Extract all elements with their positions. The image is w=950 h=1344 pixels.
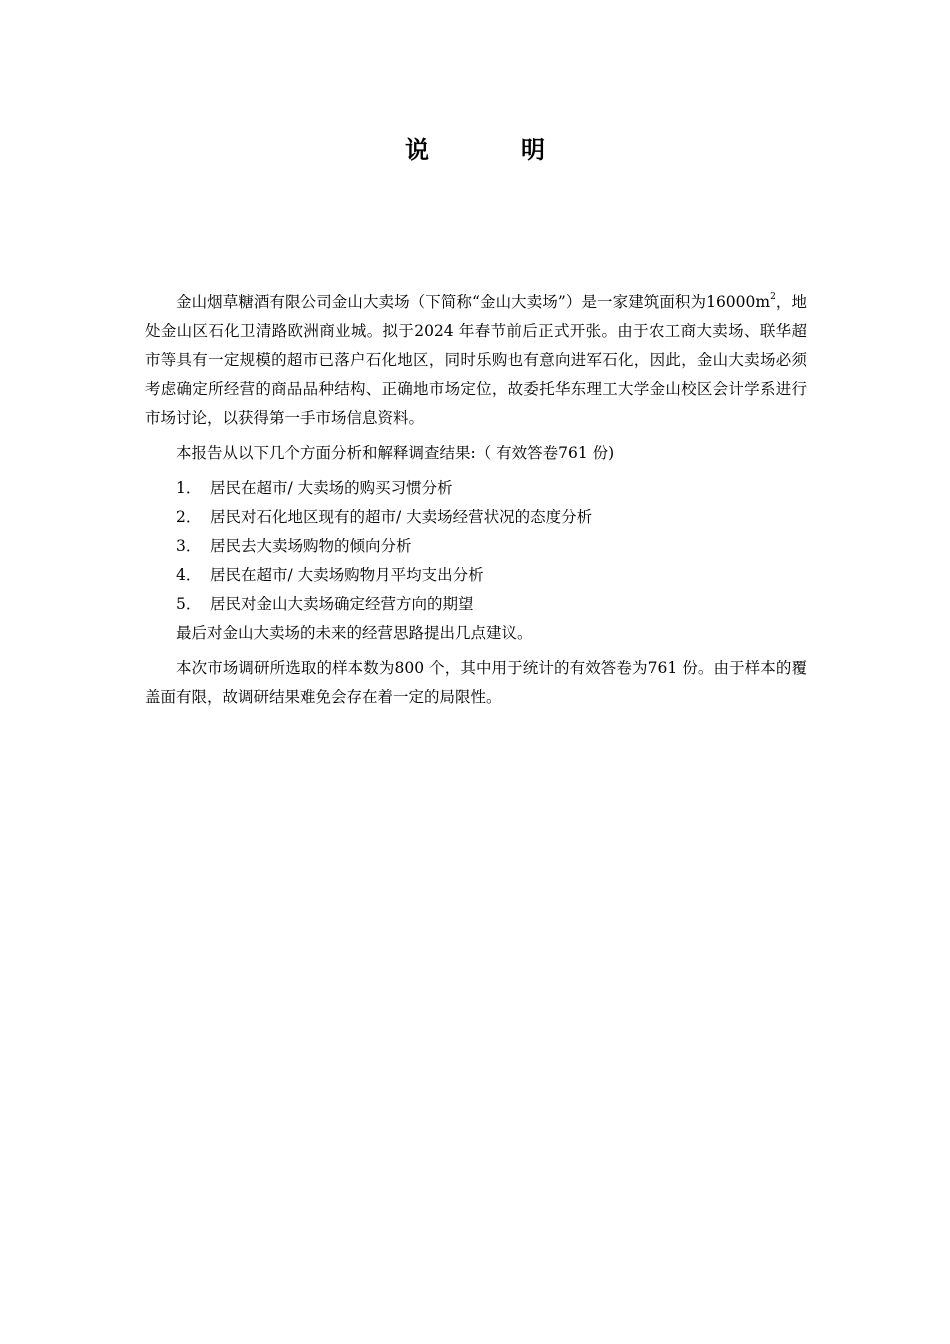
page-title <box>0 130 950 165</box>
list-item-text: 居民对石化地区现有的超市/ 大卖场经营状况的态度分析 <box>210 508 593 526</box>
list-item <box>145 532 807 561</box>
title-char-1: 说 <box>405 135 429 164</box>
intro-paragraph <box>145 288 807 433</box>
list-item-number: 4． <box>176 566 202 584</box>
intro-paragraph-part-1: 金山烟草糖酒有限公司金山大卖场（下简称“金山大卖场”）是一家建筑面积为16000m <box>176 293 771 311</box>
list-item-number: 5． <box>176 595 202 613</box>
list-item-number: 1． <box>176 479 202 497</box>
list-item-text: 居民在超市/ 大卖场购物月平均支出分析 <box>210 566 484 584</box>
list-item-text: 居民在超市/ 大卖场的购买习惯分析 <box>210 479 453 497</box>
title-char-2: 明 <box>521 135 545 164</box>
intro-paragraph-part-2: ，地处金山区石化卫清路欧洲商业城。拟于2024 年春节前后正式开张。由于农工商大卖场、联华超市等具有一定规模的超市已落户石化地区，同时乐购也有意向进军石化，因此，金山大卖场必须考虑确定所经营的商品品种结构、正确地市场定位，故委托华东理工大学金山校区会计学系进行市场讨论，以获得第一手市场信息资料。 <box>145 293 807 427</box>
list-item-number: 2． <box>176 508 202 526</box>
document-body <box>145 288 807 712</box>
list-item-text: 居民对金山大卖场确定经营方向的期望 <box>210 595 474 613</box>
area-superscript: 2 <box>770 292 776 302</box>
list-item-text: 居民去大卖场购物的倾向分析 <box>210 537 412 555</box>
list-item <box>145 503 807 532</box>
list-item <box>145 590 807 619</box>
closing-line: 最后对金山大卖场的未来的经营思路提出几点建议。 <box>176 624 533 642</box>
analysis-list <box>145 474 807 619</box>
list-item <box>145 561 807 590</box>
sample-paragraph: 本次市场调研所选取的样本数为800 个，其中用于统计的有效答卷为761 份。由于样本的覆盖面有限，故调研结果难免会存在着一定的局限性。 <box>145 659 807 706</box>
list-item-number: 3． <box>176 537 202 555</box>
list-item <box>145 474 807 503</box>
report-scope-line: 本报告从以下几个方面分析和解释调查结果:（ 有效答卷761 份) <box>176 444 615 462</box>
